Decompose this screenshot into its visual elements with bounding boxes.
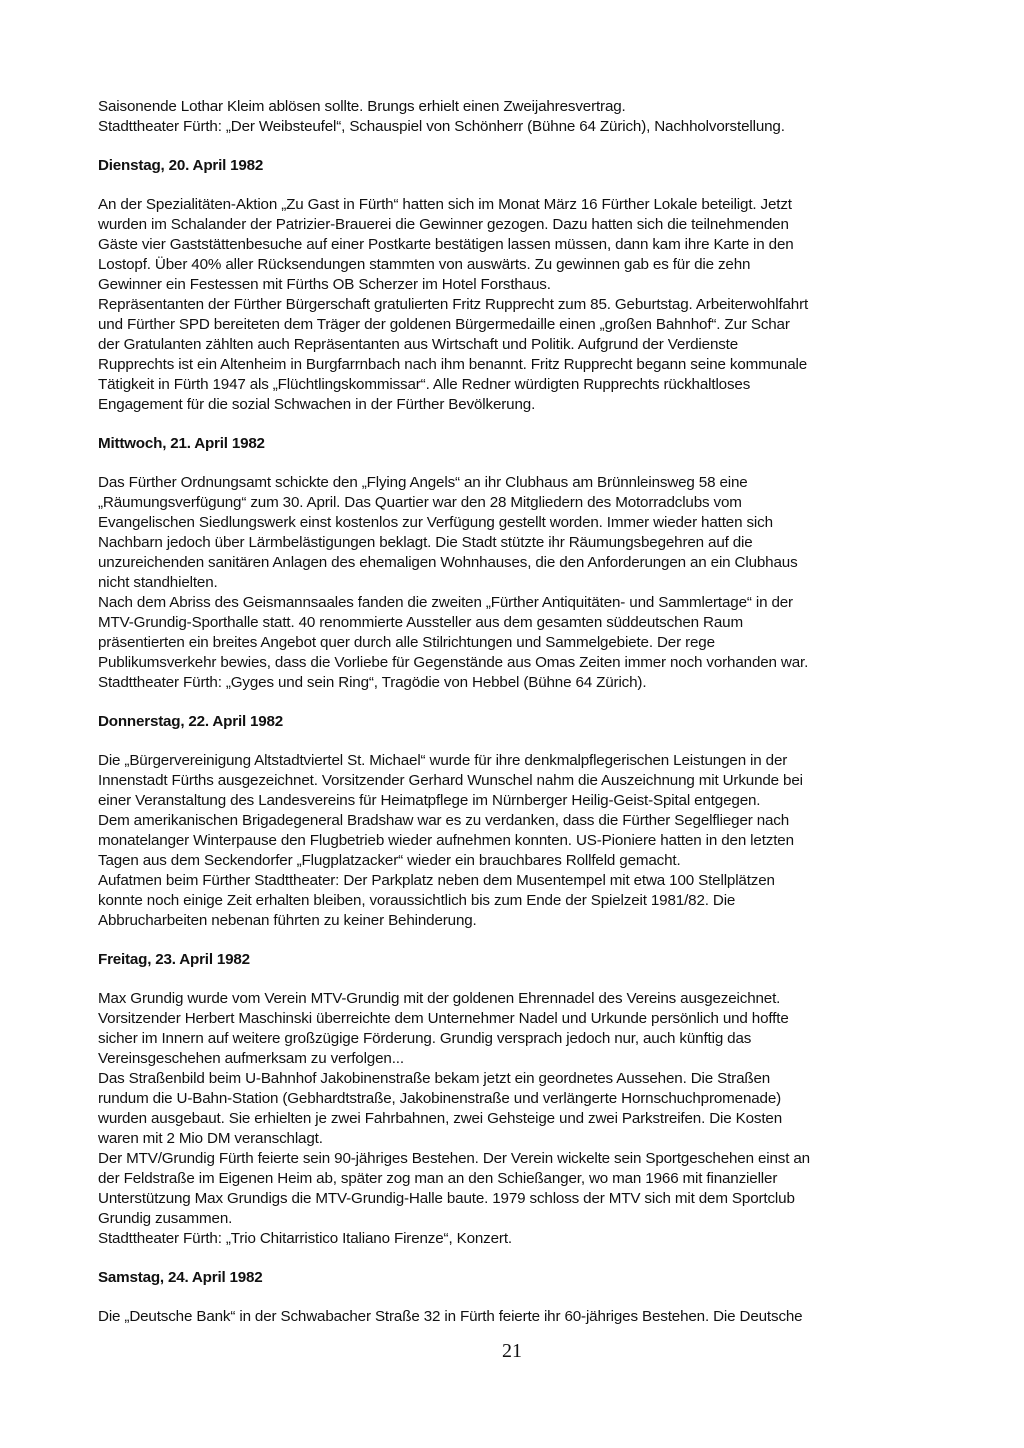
page-number: 21 [502, 1340, 522, 1362]
text-line: Saisonende Lothar Kleim ablösen sollte. Brungs erhielt einen Zweijahresvertrag. [98, 98, 626, 115]
text-line: MTV-Grundig-Sporthalle statt. 40 renommierte Aussteller aus dem gesamten süddeutschen Raum [98, 614, 743, 631]
text-line: Gewinner ein Festessen mit Fürths OB Scherzer im Hotel Forsthaus. [98, 276, 551, 293]
text-line: konnte noch einige Zeit erhalten bleiben, voraussichtlich bis zum Ende der Spielzeit 1981/82. Die [98, 892, 736, 909]
page-content [98, 97, 928, 1327]
text-line: Abbrucharbeiten nebenan führten zu keiner Behinderung. [98, 912, 477, 929]
text-line: rundum die U-Bahn-Station (Gebhardtstraße, Jakobinenstraße und verlängerte Hornschuchpromenade) [98, 1090, 782, 1107]
text-line: Innenstadt Fürths ausgezeichnet. Vorsitzender Gerhard Wunschel nahm die Auszeichnung mit Urkunde bei [98, 772, 803, 789]
text-line: „Räumungsverfügung“ zum 30. April. Das Quartier war den 28 Mitgliedern des Motorradclubs vom [98, 494, 742, 511]
text-line: Evangelischen Siedlungswerk einst kostenlos zur Verfügung gestellt worden. Immer wieder hatten sich [98, 514, 773, 531]
text-line: wurden im Schalander der Patrizier-Brauerei die Gewinner gezogen. Dazu hatten sich die teilnehmenden [98, 216, 789, 233]
text-line: Stadttheater Fürth: „Gyges und sein Ring“, Tragödie von Hebbel (Bühne 64 Zürich). [98, 674, 647, 691]
text-line: nicht standhielten. [98, 574, 218, 591]
text-line: Repräsentanten der Fürther Bürgerschaft gratulierten Fritz Rupprecht zum 85. Geburtstag. Arbeiterwohlfahrt [98, 296, 809, 313]
text-line: Max Grundig wurde vom Verein MTV-Grundig mit der goldenen Ehrennadel des Vereins ausgezeichnet. [98, 990, 781, 1007]
text-line: Vereinsgeschehen aufmerksam zu verfolgen... [98, 1050, 404, 1067]
text-line: Vorsitzender Herbert Maschinski überreichte dem Unternehmer Nadel und Urkunde persönlich und hoffte [98, 1010, 789, 1027]
text-line: monatelanger Winterpause den Flugbetrieb wieder aufnehmen konnten. US-Pioniere hatten in den letzten [98, 832, 794, 849]
text-line: Der MTV/Grundig Fürth feierte sein 90-jähriges Bestehen. Der Verein wickelte sein Sportgeschehen einst an [98, 1150, 810, 1167]
section-donnerstag-22-april [98, 712, 928, 931]
text-line: Unterstützung Max Grundigs die MTV-Grundig-Halle baute. 1979 schloss der MTV sich mit dem Sportclub [98, 1190, 795, 1207]
text-line: Tagen aus dem Seckendorfer „Flugplatzacker“ wieder ein brauchbares Rollfeld gemacht. [98, 852, 681, 869]
text-line: einer Veranstaltung des Landesvereins für Heimatpflege im Nürnberger Heilig-Geist-Spital entgegen. [98, 792, 761, 809]
date-heading: Samstag, 24. April 1982 [98, 1269, 263, 1286]
text-line: Engagement für die sozial Schwachen in der Fürther Bevölkerung. [98, 396, 536, 413]
text-line: Rupprechts ist ein Altenheim in Burgfarrnbach nach ihm benannt. Fritz Rupprecht begann seine kommunale [98, 356, 808, 373]
text-line: waren mit 2 Mio DM veranschlagt. [98, 1130, 323, 1147]
text-line: Nachbarn jedoch über Lärmbelästigungen beklagt. Die Stadt stützte ihr Räumungsbegehren auf die [98, 534, 753, 551]
text-line: Grundig zusammen. [98, 1210, 233, 1227]
text-line: Das Fürther Ordnungsamt schickte den „Flying Angels“ an ihr Clubhaus am Brünnleinsweg 58 eine [98, 474, 748, 491]
text-line: Stadttheater Fürth: „Trio Chitarristico Italiano Firenze“, Konzert. [98, 1230, 512, 1247]
text-line: An der Spezialitäten-Aktion „Zu Gast in Fürth“ hatten sich im Monat März 16 Fürther Lokale beteiligt. Jetzt [98, 196, 792, 213]
date-heading: Dienstag, 20. April 1982 [98, 157, 264, 174]
section-mittwoch-21-april [98, 434, 928, 693]
text-line: Das Straßenbild beim U-Bahnhof Jakobinenstraße bekam jetzt ein geordnetes Aussehen. Die Straßen [98, 1070, 771, 1087]
text-line: wurden ausgebaut. Sie erhielten je zwei Fahrbahnen, zwei Gehsteige und zwei Parkstreifen. Die Kosten [98, 1110, 783, 1127]
text-line: präsentierten ein breites Angebot quer durch alle Stilrichtungen und Sammelgebiete. Der rege [98, 634, 715, 651]
section-dienstag-20-april [98, 156, 928, 415]
text-line: Dem amerikanischen Brigadegeneral Bradshaw war es zu verdanken, dass die Fürther Segelflieger nach [98, 812, 790, 829]
date-heading: Mittwoch, 21. April 1982 [98, 435, 265, 452]
text-line: Gäste vier Gaststättenbesuche auf einer Postkarte bestätigen lassen müssen, dann kam ihre Karte in den [98, 236, 794, 253]
section-samstag-24-april [98, 1268, 928, 1327]
text-line: unzureichenden sanitären Anlagen des ehemaligen Wohnhauses, die den Anforderungen an ein Clubhaus [98, 554, 798, 571]
text-line: Die „Deutsche Bank“ in der Schwabacher Straße 32 in Fürth feierte ihr 60-jähriges Bestehen. Die Deutsche [98, 1308, 803, 1325]
text-line: der Gratulanten zählten auch Repräsentanten aus Wirtschaft und Politik. Aufgrund der Verdienste [98, 336, 739, 353]
text-line: Tätigkeit in Fürth 1947 als „Flüchtlingskommissar“. Alle Redner würdigten Rupprechts rückhaltloses [98, 376, 751, 393]
text-line: Aufatmen beim Fürther Stadttheater: Der Parkplatz neben dem Musentempel mit etwa 100 Stellplätzen [98, 872, 775, 889]
section-freitag-23-april [98, 950, 928, 1249]
text-line: sicher im Innern auf weitere großzügige Förderung. Grundig versprach jedoch nur, auch künftig das [98, 1030, 752, 1047]
date-heading: Freitag, 23. April 1982 [98, 951, 250, 968]
text-line: Lostopf. Über 40% aller Rücksendungen stammten von auswärts. Zu gewinnen gab es für die zehn [98, 256, 751, 273]
text-line: der Feldstraße im Eigenen Heim ab, später zog man an den Schießanger, wo man 1966 mit finanzieller [98, 1170, 778, 1187]
text-line: Stadttheater Fürth: „Der Weibsteufel“, Schauspiel von Schönherr (Bühne 64 Zürich), Nachholvorstellung. [98, 118, 785, 135]
text-line: Die „Bürgervereinigung Altstadtviertel St. Michael“ wurde für ihre denkmalpflegerischen Leistungen in der [98, 752, 788, 769]
date-heading: Donnerstag, 22. April 1982 [98, 713, 283, 730]
text-line: Nach dem Abriss des Geismannsaales fanden die zweiten „Fürther Antiquitäten- und Sammlertage“ in der [98, 594, 793, 611]
text-line: und Fürther SPD bereiteten dem Träger der goldenen Bürgermedaille einen „großen Bahnhof“. Zur Schar [98, 316, 790, 333]
text-line: Publikumsverkehr bewies, dass die Vorliebe für Gegenstände aus Omas Zeiten immer noch vorhanden war. [98, 654, 809, 671]
intro-continuation [98, 97, 928, 137]
